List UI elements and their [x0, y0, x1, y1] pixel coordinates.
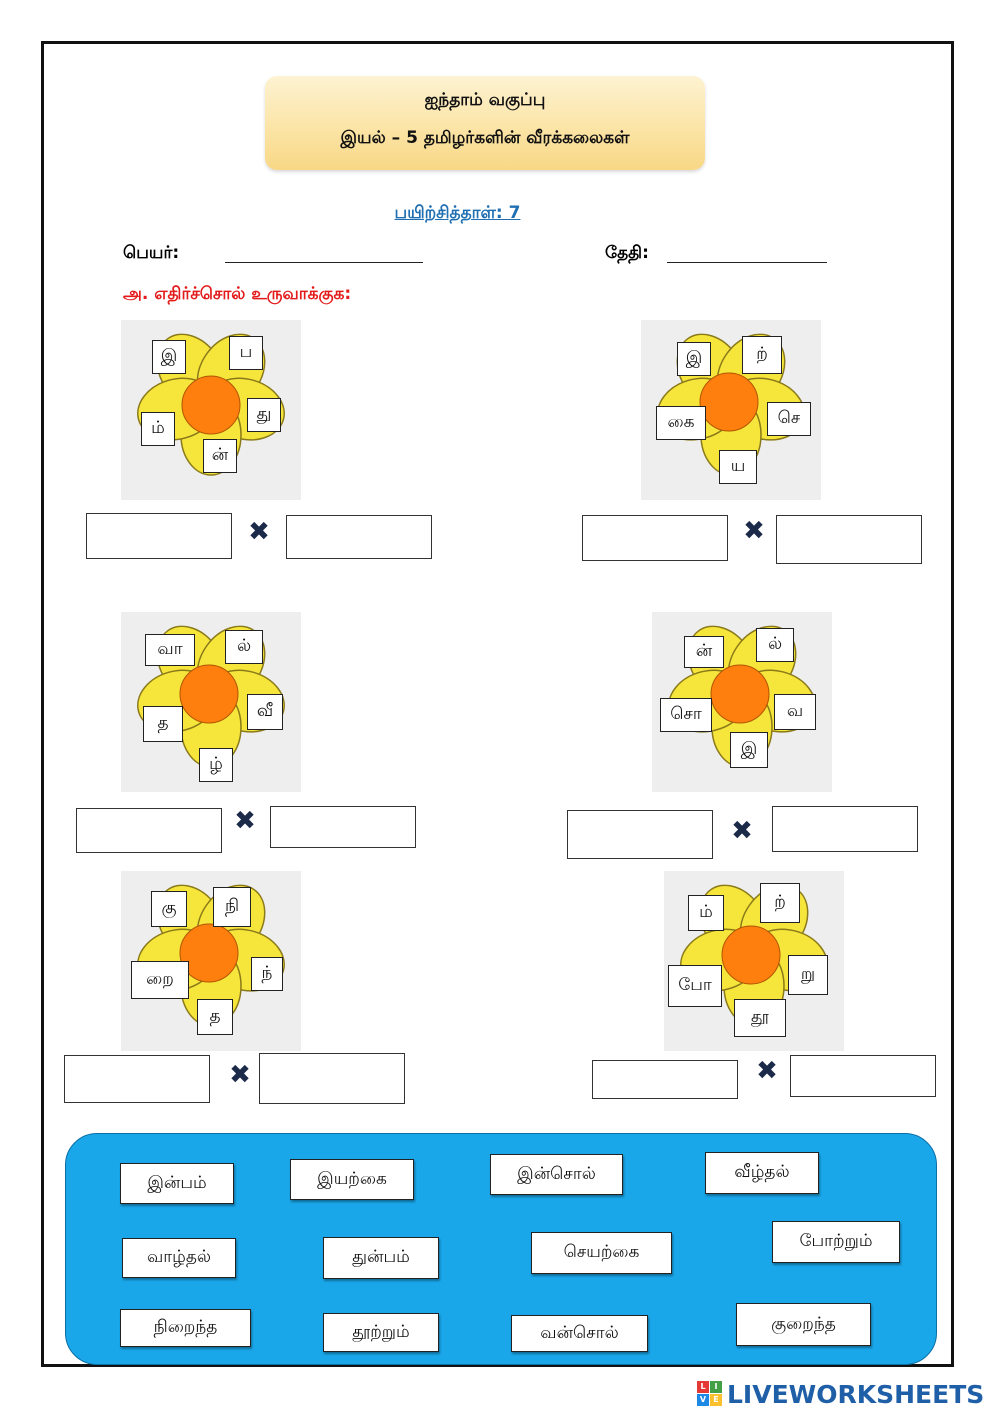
petal-letter[interactable]: இ [677, 342, 711, 376]
answer-box[interactable] [592, 1060, 738, 1099]
name-field[interactable] [225, 262, 423, 263]
petal-letter[interactable]: து [247, 398, 281, 432]
cross-icon: ✖ [756, 1056, 778, 1086]
answer-box[interactable] [76, 808, 222, 853]
word-tile[interactable]: தூற்றும் [323, 1313, 439, 1352]
petal-letter[interactable]: ல் [225, 630, 263, 664]
unit-title: இயல் – 5 தமிழர்களின் வீரக்கலைகள் [340, 128, 630, 148]
word-tile[interactable]: இன்சொல் [490, 1154, 623, 1195]
petal-letter[interactable]: கை [656, 406, 706, 440]
petal-letter[interactable]: ழ் [199, 748, 233, 782]
date-label: தேதி: [605, 243, 649, 263]
petal-letter[interactable]: இ [152, 340, 186, 374]
petal-letter[interactable]: தூ [734, 999, 786, 1037]
petal-letter[interactable]: கு [151, 891, 187, 927]
petal-letter[interactable]: போ [668, 965, 722, 1007]
logo-icon: L I V E [697, 1381, 723, 1407]
answer-box[interactable] [790, 1055, 936, 1097]
answer-box[interactable] [286, 515, 432, 559]
petal-letter[interactable]: செ [767, 402, 811, 436]
petal-letter[interactable]: வ [774, 694, 816, 730]
worksheet-number: பயிற்சித்தாள்: 7 [394, 203, 521, 223]
petal-letter[interactable]: இ [730, 732, 768, 768]
word-tile[interactable]: வாழ்தல் [122, 1238, 236, 1278]
answer-box[interactable] [772, 806, 918, 852]
petal-letter[interactable]: ப [229, 336, 263, 370]
petal-letter[interactable]: றை [131, 961, 189, 999]
answer-box[interactable] [567, 810, 713, 859]
word-tile[interactable]: வன்சொல் [511, 1315, 648, 1352]
word-tile[interactable]: நிறைந்த [120, 1309, 251, 1347]
petal-letter[interactable]: ன் [203, 439, 237, 473]
word-tile[interactable]: போற்றும் [772, 1221, 900, 1263]
petal-letter[interactable]: ய [719, 450, 757, 484]
word-tile[interactable]: குறைந்த [736, 1303, 871, 1346]
petal-letter[interactable]: ன் [684, 636, 724, 668]
answer-box[interactable] [86, 513, 232, 559]
flower-puzzle [121, 612, 301, 792]
section-title: அ. எதிர்ச்சொல் உருவாக்குக: [123, 284, 352, 304]
petal-letter[interactable]: ல் [756, 628, 794, 662]
petal-letter[interactable]: று [788, 955, 828, 995]
petal-letter[interactable]: ம் [141, 412, 175, 446]
cross-icon: ✖ [248, 517, 270, 547]
flower-puzzle [121, 871, 301, 1051]
flower-puzzle [664, 871, 844, 1051]
petal-letter[interactable]: ம் [688, 895, 724, 931]
petal-letter[interactable]: சொ [660, 698, 712, 732]
word-tile[interactable]: இன்பம் [120, 1163, 234, 1204]
title-banner [265, 76, 705, 170]
flower-puzzle [641, 320, 821, 500]
cross-icon: ✖ [731, 816, 753, 846]
petal-letter[interactable]: வீ [247, 694, 283, 730]
name-label: பெயர்: [123, 243, 180, 263]
petal-letter[interactable]: ந் [251, 957, 283, 991]
cross-icon: ✖ [743, 516, 765, 546]
grade-title: ஐந்தாம் வகுப்பு [424, 90, 546, 110]
petal-letter[interactable]: ற் [760, 883, 800, 923]
answer-box[interactable] [64, 1055, 210, 1103]
petal-letter[interactable]: நி [213, 887, 251, 927]
cross-icon: ✖ [234, 806, 256, 836]
brand-name: LIVEWORKSHEETS [727, 1379, 985, 1409]
petal-letter[interactable]: த [143, 706, 183, 742]
date-field[interactable] [667, 262, 827, 263]
cross-icon: ✖ [229, 1060, 251, 1090]
answer-box[interactable] [259, 1053, 405, 1104]
word-tile[interactable]: செயற்கை [531, 1232, 672, 1274]
petal-letter[interactable]: வா [145, 634, 195, 666]
answer-box[interactable] [270, 806, 416, 848]
answer-box[interactable] [776, 515, 922, 564]
word-tile[interactable]: இயற்கை [290, 1159, 414, 1200]
answer-box[interactable] [582, 515, 728, 561]
flower-puzzle [652, 612, 832, 792]
liveworksheets-logo [697, 1378, 984, 1410]
word-tile[interactable]: துன்பம் [323, 1237, 439, 1279]
petal-letter[interactable]: த [197, 999, 233, 1035]
petal-letter[interactable]: ற் [742, 336, 782, 374]
word-tile[interactable]: வீழ்தல் [705, 1152, 819, 1194]
flower-puzzle [121, 320, 301, 500]
